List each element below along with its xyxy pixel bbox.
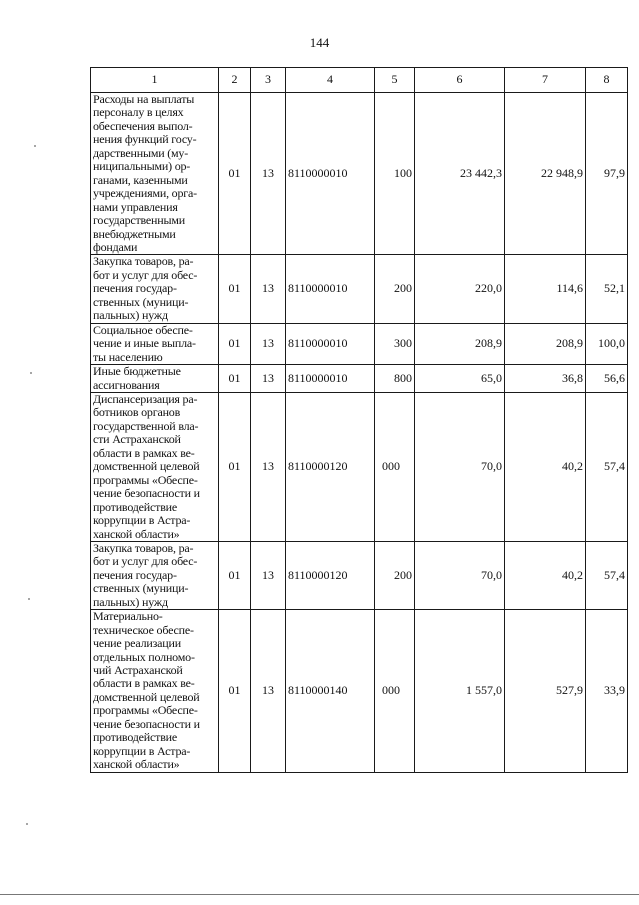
row-section: 01 [219,93,251,255]
row-section: 01 [219,541,251,609]
table-header [91,68,628,93]
row-target-article: 8110000120 [286,392,375,541]
scan-bottom-edge [0,894,639,895]
row-percent: 33,9 [586,610,628,772]
row-percent: 97,9 [586,93,628,255]
row-expense-type: 200 [375,255,415,323]
row-section: 01 [219,392,251,541]
row-actual: 208,9 [505,323,586,364]
table-row [91,610,628,772]
scan-speck [34,145,36,147]
table-row [91,541,628,609]
row-subsection: 13 [251,323,286,364]
row-expense-type: 200 [375,541,415,609]
table-row [91,392,628,541]
row-subsection: 13 [251,93,286,255]
header-col-8: 8 [586,68,628,93]
header-col-5: 5 [375,68,415,93]
row-description: Диспансеризация ра- ботников органов государственной вла- сти Астраханской области в рамках ве- домственной целевой программы «Обеспе- чение безопасности и противодействие коррупции в Астра- ханской области» [91,392,219,541]
table-row [91,93,628,255]
header-col-7: 7 [505,68,586,93]
row-expense-type: 100 [375,93,415,255]
row-plan: 70,0 [415,392,505,541]
row-actual: 40,2 [505,541,586,609]
row-actual: 40,2 [505,392,586,541]
row-subsection: 13 [251,392,286,541]
row-expense-type: 000 [375,610,415,772]
row-subsection: 13 [251,541,286,609]
row-target-article: 8110000010 [286,255,375,323]
row-target-article: 8110000010 [286,365,375,393]
row-description: Иные бюджетные ассигнования [91,365,219,393]
header-col-2: 2 [219,68,251,93]
row-actual: 22 948,9 [505,93,586,255]
table-row [91,365,628,393]
row-percent: 56,6 [586,365,628,393]
row-subsection: 13 [251,365,286,393]
header-col-3: 3 [251,68,286,93]
header-col-6: 6 [415,68,505,93]
row-percent: 57,4 [586,541,628,609]
table-body [91,93,628,773]
row-description: Закупка товаров, ра- бот и услуг для обес- печения государ- ственных (муници- пальных) нужд [91,541,219,609]
scan-speck [28,598,30,600]
row-target-article: 8110000010 [286,323,375,364]
row-target-article: 8110000120 [286,541,375,609]
row-section: 01 [219,255,251,323]
scan-speck [26,823,28,825]
row-description: Закупка товаров, ра- бот и услуг для обес- печения государ- ственных (муници- пальных) нужд [91,255,219,323]
row-actual: 527,9 [505,610,586,772]
row-plan: 1 557,0 [415,610,505,772]
row-target-article: 8110000140 [286,610,375,772]
row-plan: 70,0 [415,541,505,609]
row-percent: 100,0 [586,323,628,364]
row-subsection: 13 [251,255,286,323]
row-expense-type: 800 [375,365,415,393]
row-subsection: 13 [251,610,286,772]
scan-speck [30,372,32,374]
header-col-4: 4 [286,68,375,93]
row-percent: 57,4 [586,392,628,541]
row-plan: 208,9 [415,323,505,364]
budget-table [90,67,628,773]
row-actual: 114,6 [505,255,586,323]
row-description: Расходы на выплаты персоналу в целях обеспечения выпол- нения функций госу- дарственными (му- ниципальными) ор- ганами, казенными учреждениями, орга- нами управления государственными внебюджетными фондами [91,93,219,255]
row-percent: 52,1 [586,255,628,323]
row-plan: 65,0 [415,365,505,393]
row-plan: 220,0 [415,255,505,323]
row-description: Материально- техническое обеспе- чение реализации отдельных полномо- чий Астраханской области в рамках ве- домственной целевой программы «Обеспе- чение безопасности и противодействие коррупции в Астра- ханской области» [91,610,219,772]
row-section: 01 [219,323,251,364]
row-actual: 36,8 [505,365,586,393]
table-row [91,255,628,323]
row-expense-type: 000 [375,392,415,541]
row-target-article: 8110000010 [286,93,375,255]
header-row [91,68,628,93]
row-plan: 23 442,3 [415,93,505,255]
row-description: Социальное обеспе- чение и иные выпла- ты населению [91,323,219,364]
row-section: 01 [219,365,251,393]
row-section: 01 [219,610,251,772]
table-row [91,323,628,364]
header-col-1: 1 [91,68,219,93]
row-expense-type: 300 [375,323,415,364]
page-number: 144 [309,35,330,50]
